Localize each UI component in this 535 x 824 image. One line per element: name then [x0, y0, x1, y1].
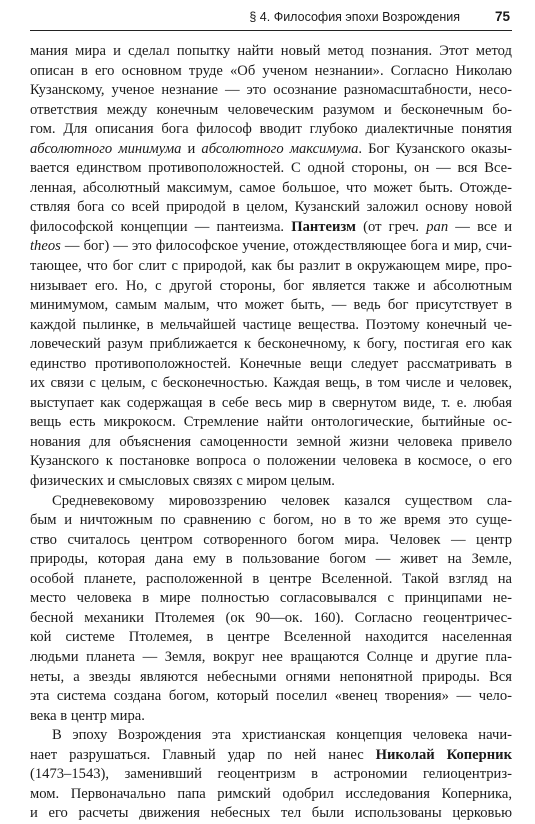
text-line [30, 726, 512, 746]
text-line [30, 433, 512, 453]
text-segment: (от греч. [355, 218, 427, 235]
text-segment: каждой пылинке, в мельчайшей частице вещества. Поэтому конечный че- [30, 316, 512, 333]
text-segment: бым и ничтожным по сравнению с богом, но в то же время это суще- [30, 512, 512, 529]
text-segment: мания мира и сделал попытку найти новый метод познания. Этот метод [30, 43, 512, 59]
text-segment: ствляя бога со всей природой в целом, Кузанский заложил основу новой [30, 199, 512, 216]
text-line [30, 140, 512, 160]
text-line [30, 198, 512, 218]
text-segment: их связи с целым, с бесконечностью. Каждая вещь, в том числе и человек, [30, 375, 512, 392]
text-segment: тающее, что бог слит с природой, как бы разлит в окружающем мире, про- [30, 258, 512, 275]
text-line [30, 316, 512, 336]
text-line [30, 81, 512, 101]
text-segment: Кузанскому, ученое незнание — это осознание разномасштабности, несо- [30, 82, 512, 99]
text-segment: вещь есть микрокосм. Стремление найти онтологические, бытийные ос- [30, 414, 512, 431]
text-line [30, 609, 512, 629]
text-line [30, 628, 512, 648]
text-line [30, 531, 512, 551]
text-segment: бесной механики Птолемея (ок 90—ок. 160). Согласно геоцентричес- [30, 609, 512, 626]
text-line [30, 394, 512, 414]
text-line [30, 296, 512, 316]
italic-term: pan [426, 218, 449, 235]
text-line [30, 159, 512, 179]
text-segment: природы, которая дана ему в пользование богом — живет на Земле, [30, 551, 512, 568]
text-segment: ство считалось центром сотворенного богом мира. Человек — центр [30, 531, 512, 548]
text-line [30, 785, 512, 805]
text-line [30, 179, 512, 199]
body-text [30, 42, 512, 824]
text-line [30, 218, 512, 238]
text-segment: особой планете, расположенной в центре Вселенной. Такой взгляд на [30, 570, 512, 587]
text-line [30, 804, 512, 824]
text-line [30, 120, 512, 140]
text-segment: Средневековому мировоззрению человек казался существом сла- [52, 492, 512, 509]
text-segment: века в центр мира. [30, 707, 145, 724]
text-line [30, 452, 512, 472]
text-line [30, 101, 512, 121]
text-segment: нает разрушаться. Главный удар по ней нанес [30, 746, 376, 763]
text-line [30, 570, 512, 590]
text-segment: низывает его. Но, с другой стороны, бог является также и абсолютным [30, 277, 512, 294]
text-segment: мом. Первоначально папа римский одобрил исследования Коперника, [30, 785, 512, 802]
text-line [30, 355, 512, 375]
text-segment: В эпоху Возрождения эта христианская концепция человека начи- [52, 727, 512, 744]
text-line [30, 707, 512, 727]
text-line [30, 687, 512, 707]
text-segment: ответствия между конечным человеческим разумом и бесконечным бо- [30, 101, 512, 118]
text-line [30, 492, 512, 512]
text-line [30, 413, 512, 433]
text-segment: единство противоположностей. Конечные вещи следует рассматривать в [30, 355, 512, 372]
text-line [30, 746, 512, 766]
text-segment: место человека в мире полностью согласовывался с принципами не- [30, 590, 512, 607]
text-segment: гом. Для описания бога философ вводит глубоко диалектичные понятия [30, 121, 512, 138]
text-segment: и [181, 140, 202, 157]
bold-term: Николай Коперник [375, 746, 512, 763]
text-segment: минимумом, самым малым, что может быть, — ведь бог присутствует в [30, 297, 512, 314]
text-segment: вается единством противоположностей. С одной стороны, он — вся Все- [30, 160, 512, 177]
text-segment: — бог) — это философское учение, отождествляющее бога и мир, счи- [60, 238, 512, 255]
text-line [30, 765, 512, 785]
text-line [30, 237, 512, 257]
section-title: § 4. Философия эпохи Возрождения [249, 10, 460, 24]
text-line [30, 511, 512, 531]
text-line [30, 550, 512, 570]
text-line [30, 257, 512, 277]
running-header [30, 8, 512, 31]
text-segment: — все и [448, 218, 513, 235]
text-segment: неты, а звезды являются небесными огнями непонятной природы. Вся [30, 668, 512, 685]
text-segment: описан в его основном труде «Об ученом незнании». Согласно Николаю [30, 62, 512, 79]
text-segment: и его расчеты движения небесных тел были использованы церковью [30, 805, 512, 822]
text-line [30, 62, 512, 82]
text-segment: нования для объяснения самоценности земной жизни человека привело [30, 433, 512, 450]
italic-term: абсолютного максимума [201, 140, 359, 157]
text-line [30, 668, 512, 688]
text-line [30, 42, 512, 62]
text-segment: физических и смысловых связях с миром целым. [30, 473, 335, 490]
text-line [30, 374, 512, 394]
text-segment: философской концепции — пантеизма. [30, 218, 292, 235]
page-number: 75 [494, 9, 510, 24]
text-line [30, 648, 512, 668]
text-line [30, 472, 512, 492]
bold-term: Пантеизм [291, 218, 356, 235]
italic-term: абсолютного минимума [30, 140, 182, 157]
text-segment: эта система создана богом, который поселил «венец творения» — чело- [30, 688, 512, 705]
text-line [30, 335, 512, 355]
text-segment: . Бог Кузанского оказы- [358, 140, 513, 157]
text-line [30, 277, 512, 297]
text-segment: кой системе Птолемея, в центре Вселенной находится населенная [30, 629, 512, 646]
text-segment: людьми планета — Земля, вокруг нее вращаются Солнце и другие пла- [30, 648, 512, 665]
text-segment: ленная, абсолютный максимум, самое большое, что может быть. Отожде- [30, 179, 512, 196]
text-segment: выступает как содержащая в себе весь мир в свернутом виде, т. е. любая [30, 394, 512, 411]
text-line [30, 589, 512, 609]
text-segment: ловеческий разум приближается к бесконечному, к богу, постигая его как [30, 336, 512, 353]
text-segment: Кузанского к постановке вопроса о положении человека в космосе, о его [30, 453, 512, 470]
italic-term: theos [30, 238, 61, 255]
text-segment: (1473–1543), заменивший геоцентризм в астрономии гелиоцентриз- [30, 766, 512, 783]
